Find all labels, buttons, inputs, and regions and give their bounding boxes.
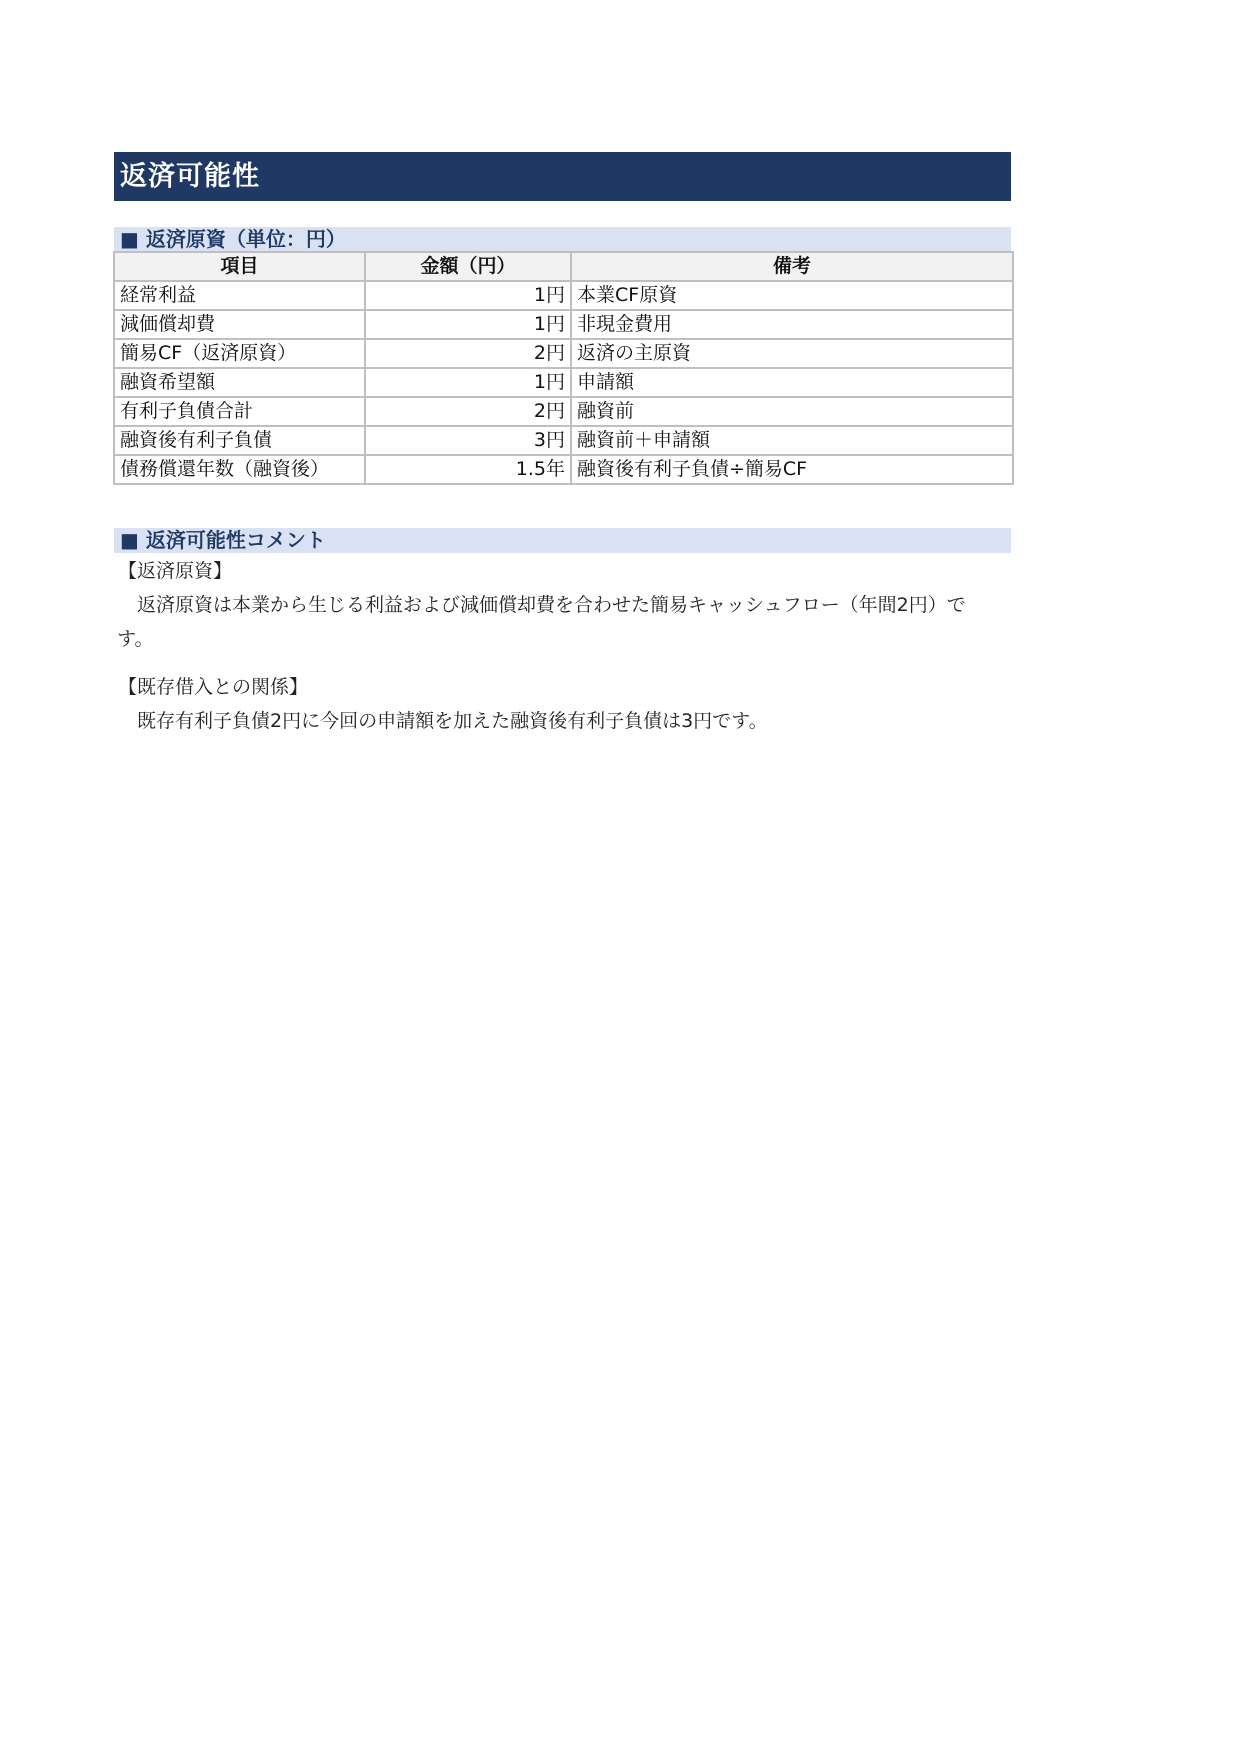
table-row — [114, 455, 1013, 484]
cell-amount: 1円 — [365, 281, 571, 310]
cell-item: 債務償還年数（融資後） — [114, 455, 365, 484]
cell-amount: 1円 — [365, 310, 571, 339]
cell-amount: 3円 — [365, 426, 571, 455]
table-row — [114, 368, 1013, 397]
cell-amount: 1.5年 — [365, 455, 571, 484]
cell-note: 融資前＋申請額 — [571, 426, 1013, 455]
table-row — [114, 339, 1013, 368]
cell-amount: 2円 — [365, 397, 571, 426]
table-row — [114, 426, 1013, 455]
cell-item: 経常利益 — [114, 281, 365, 310]
cell-note: 融資前 — [571, 397, 1013, 426]
cell-note: 返済の主原資 — [571, 339, 1013, 368]
comment-heading: 【既存借入との関係】 — [118, 676, 309, 698]
table-row — [114, 310, 1013, 339]
cell-item: 有利子負債合計 — [114, 397, 365, 426]
column-header-amount: 金額（円） — [365, 252, 571, 281]
comment-section-heading: ■ 返済可能性コメント — [114, 528, 1011, 553]
cell-item: 融資後有利子負債 — [114, 426, 365, 455]
comment-body: 既存有利子負債2円に今回の申請額を加えた融資後有利子負債は3円です。 — [137, 710, 768, 732]
cell-item: 融資希望額 — [114, 368, 365, 397]
funds-section-heading: ■ 返済原資（単位：円） — [114, 227, 1011, 252]
comment-body: 返済原資は本業から生じる利益および減価償却費を合わせた簡易キャッシュフロー（年間2円）です。 — [117, 594, 966, 650]
table-row — [114, 281, 1013, 310]
cell-note: 非現金費用 — [571, 310, 1013, 339]
page-title: 返済可能性 — [114, 152, 1011, 201]
cell-note: 申請額 — [571, 368, 1013, 397]
column-header-note: 備考 — [571, 252, 1013, 281]
comment-block-existing-loans — [118, 670, 998, 738]
repayment-funds-table — [113, 251, 1014, 485]
cell-item: 簡易CF（返済原資） — [114, 339, 365, 368]
cell-note: 融資後有利子負債÷簡易CF — [571, 455, 1013, 484]
column-header-item: 項目 — [114, 252, 365, 281]
table-row — [114, 397, 1013, 426]
comment-block-repayment-funds — [118, 554, 998, 656]
cell-amount: 2円 — [365, 339, 571, 368]
comment-heading: 【返済原資】 — [118, 560, 233, 582]
cell-note: 本業CF原資 — [571, 281, 1013, 310]
table-header-row — [114, 252, 1013, 281]
cell-item: 減価償却費 — [114, 310, 365, 339]
cell-amount: 1円 — [365, 368, 571, 397]
